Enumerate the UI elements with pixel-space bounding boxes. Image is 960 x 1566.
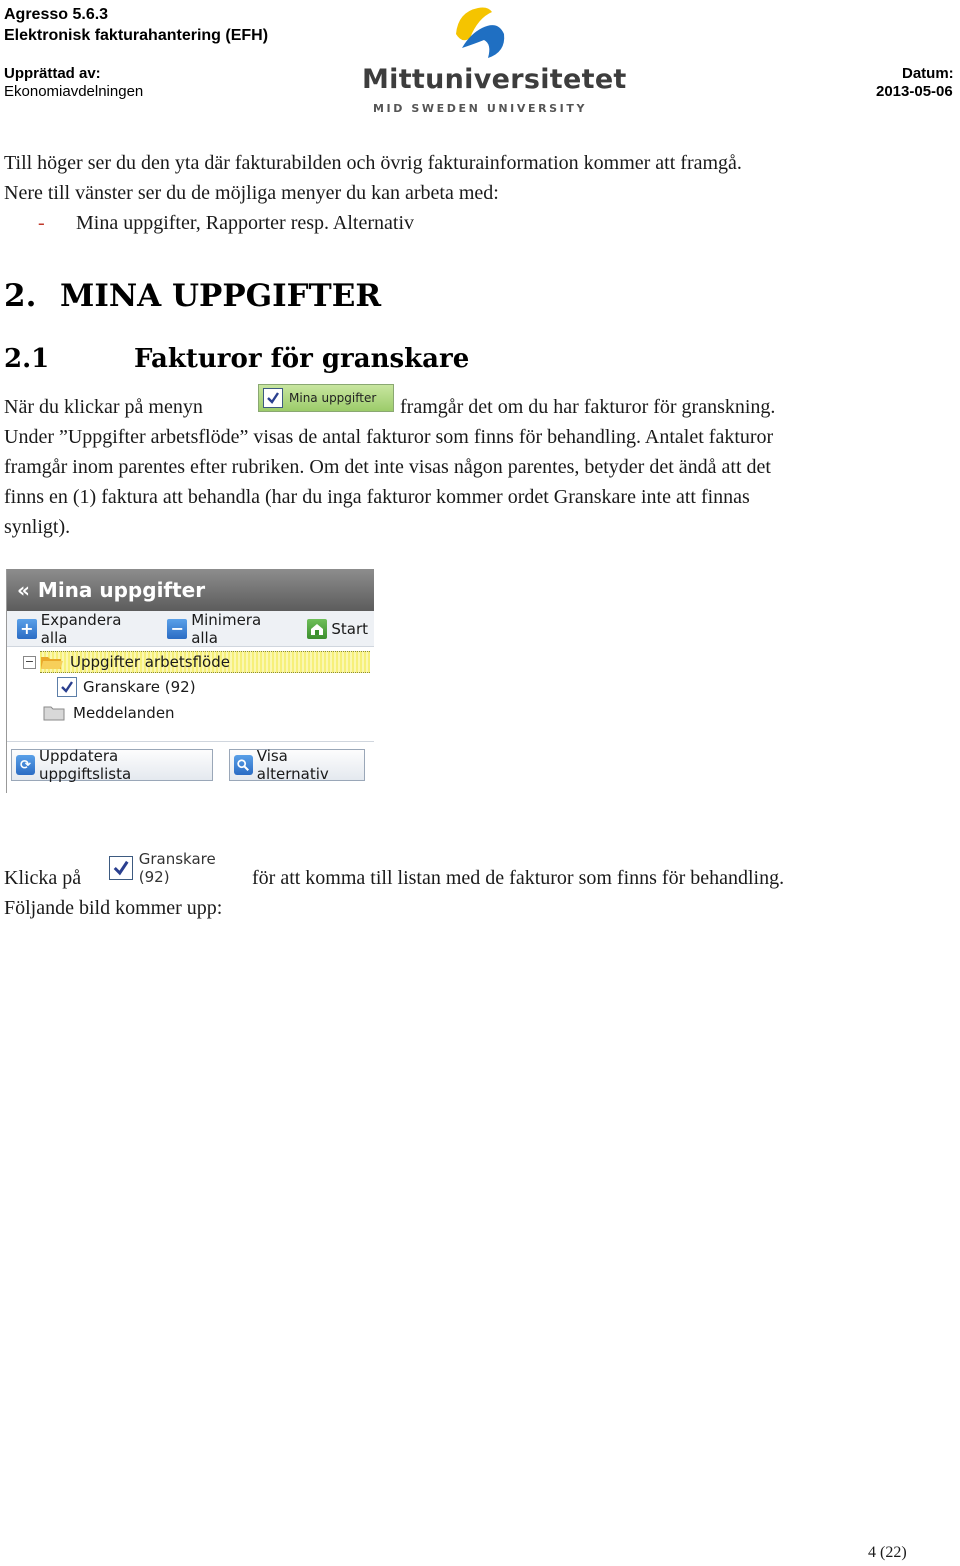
tree-item-workflow[interactable] [23,649,374,675]
refresh-label: Uppdatera uppgiftslista [38,747,132,783]
app-version: Agresso 5.6.3 [4,6,109,23]
granskare-button[interactable] [105,850,250,886]
para1-before-button: När du klickar på menyn [4,396,203,418]
tree-item-meddelanden[interactable] [43,700,175,726]
subsection-title: Fakturor för granskare [134,344,470,374]
logo-subtitle: MID SWEDEN UNIVERSITY [372,102,588,115]
panel-title-bar [7,569,374,611]
expand-all-button[interactable] [17,611,151,647]
workflow-label: Uppgifter arbetsflöde [70,653,230,671]
para2-after-button: för att komma till listan med de fakturor som finns för behandling. [252,867,785,889]
panel-footer [7,741,374,793]
checkbox-checked-icon [263,388,283,408]
date-label: Datum: [902,65,954,82]
granskare-button-label: Granskare (92) [138,850,216,886]
mina-uppgifter-panel [6,569,373,793]
show-options-button[interactable] [229,749,365,781]
expand-all-label: Expandera alla [40,610,122,647]
para2-line-2: Följande bild kommer upp: [4,897,223,919]
para1-line-4: finns en (1) faktura att behandla (har du inga fakturor kommer ordet Granskare inte att finnas [4,486,750,508]
para1-line-2: Under ”Uppgifter arbetsflöde” visas de antal fakturor som finns för behandling. Antalet fakturor [4,426,774,448]
page-number: 4 (22) [868,1544,907,1561]
folder-open-icon [40,653,64,671]
module-name: Elektronisk fakturahantering (EFH) [4,27,269,44]
section-title: MINA UPPGIFTER [60,278,382,314]
refresh-tasks-button[interactable] [11,749,213,781]
tree-item-granskare[interactable] [57,674,196,700]
intro-line-2: Nere till vänster ser du de möjliga menyer du kan arbeta med: [4,182,499,204]
date-value: 2013-05-06 [876,83,953,100]
start-label: Start [331,619,368,638]
para1-line-3: framgår inom parentes efter rubriken. Om det inte visas någon parentes, betyder det ändå att det [4,456,771,478]
checkbox-checked-icon [109,856,133,880]
meddelanden-label: Meddelanden [73,704,175,722]
collapse-all-label: Minimera alla [191,610,262,647]
university-logo [360,4,627,120]
section-number: 2. [4,278,37,314]
mina-uppgifter-button[interactable] [258,384,394,412]
author-label: Upprättad av: [4,65,101,82]
magnifier-icon [234,755,253,775]
para1-line-5: synligt). [4,516,71,538]
mina-uppgifter-label: Mina uppgifter [289,391,377,405]
start-button[interactable] [307,619,368,639]
checkbox-checked-icon [57,677,77,697]
refresh-icon: ⟳ [16,755,35,775]
folder-icon [43,704,67,722]
bullet-marker: - [38,212,45,234]
bullet-text: Mina uppgifter, Rapporter resp. Alternativ [76,212,414,234]
panel-title: Mina uppgifter [37,578,206,602]
logo-name: Mittuniversitetet [362,64,627,95]
para1-after-button: framgår det om du har fakturor för granskning. [400,396,776,418]
home-icon [307,619,327,639]
collapse-chevron-icon[interactable]: « [17,578,30,602]
author-value: Ekonomiavdelningen [4,83,144,100]
collapse-all-button[interactable] [167,611,291,647]
show-options-label: Visa alternativ [256,747,329,783]
plus-icon: + [17,619,37,639]
minus-icon: − [167,619,187,639]
tree-expander-icon[interactable]: − [24,654,35,668]
granskare-label: Granskare (92) [83,678,196,696]
para2-before-button: Klicka på [4,867,82,889]
logo-mark-icon [448,4,508,62]
panel-toolbar [7,611,374,647]
intro-line-1: Till höger ser du den yta där fakturabilden och övrig fakturainformation kommer att framgå. [4,152,742,174]
subsection-number: 2.1 [4,344,50,374]
